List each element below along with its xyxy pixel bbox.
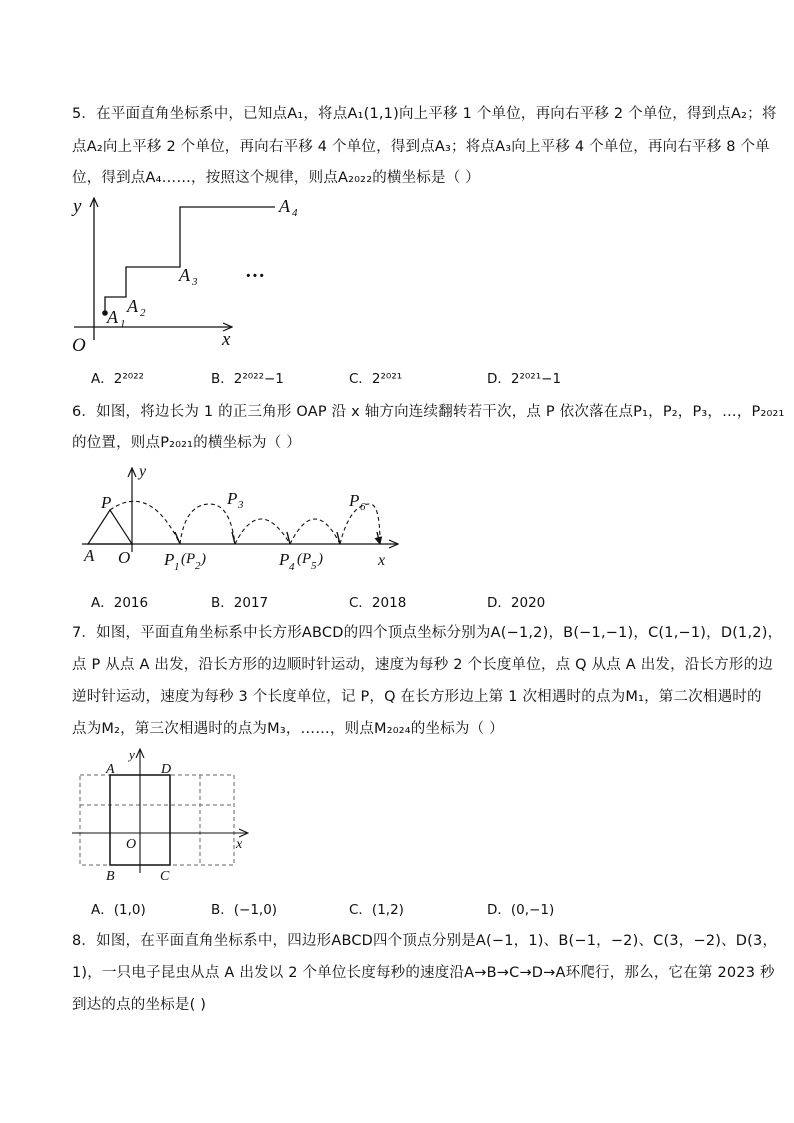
q6-option-b: B．2017 (211, 595, 269, 611)
q5-line-3: 位，得到点A₄……，按照这个规律，则点A₂₀₂₂的横坐标是（ ） (72, 170, 480, 186)
label-p5-sub: 5 (311, 560, 317, 572)
label-a3-sub: 3 (192, 276, 198, 288)
flip-arrowheads (175, 532, 380, 544)
q5-option-b: B．2²⁰²²−1 (211, 371, 284, 387)
q8-line-2: 1)，一只电子昆虫从点 A 出发以 2 个单位长度每秒的速度沿A→B→C→D→A环爬行，那么，它在第 2023 秒 (72, 965, 775, 981)
label-p1-sub: 1 (174, 561, 180, 573)
q5-line-1: 5．在平面直角坐标系中，已知点A₁，将点A₁(1,1)向上平移 1 个单位，再向右平移 2 个单位，得到点A₂；将 (72, 106, 777, 122)
q7-figure (66, 745, 256, 885)
q7-option-d: D．(0,−1) (487, 902, 555, 918)
label-a2-sub: 2 (140, 307, 146, 319)
triangle-oap (88, 510, 132, 544)
label-x: x (236, 837, 243, 852)
label-p4: P (279, 550, 290, 569)
label-x: x (222, 329, 231, 350)
label-b: B (106, 869, 115, 884)
q7-line-3: 逆时针运动，速度为每秒 3 个长度单位，记 P，Q 在长方形边上第 1 次相遇时的点为M₁，第二次相遇时的 (72, 689, 762, 705)
label-p3-sub: 3 (238, 499, 244, 511)
label-o: O (126, 837, 137, 852)
label-p4-sub: 4 (289, 561, 295, 573)
label-y: y (73, 196, 82, 217)
label-a2: A (127, 296, 138, 316)
label-p2: (P (181, 551, 196, 567)
label-a1-sub: 1 (120, 318, 126, 330)
label-p1: P (164, 550, 175, 569)
label-p2-sub: 2 (195, 560, 201, 572)
q5-option-d: D．2²⁰²¹−1 (487, 371, 562, 387)
q6-option-a: A．2016 (91, 595, 149, 611)
label-p3: P (227, 489, 238, 508)
label-p6-sub: 6 (360, 501, 366, 513)
label-p5-close: ) (318, 551, 323, 567)
q6-option-d: D．2020 (487, 595, 546, 611)
q7-line-2: 点 P 从点 A 出发，沿长方形的边顺时针运动，速度为每秒 2 个长度单位，点 Q 从点 A 出发，沿长方形的边 (72, 657, 774, 673)
q7-option-a: A．(1,0) (91, 902, 146, 918)
ellipsis: ··· (245, 265, 266, 287)
q7-line-4: 点为M₂，第三次相遇时的点为M₃，……，则点M₂₀₂₄的坐标为（ ） (72, 721, 504, 737)
q5-option-a: A．2²⁰²² (91, 371, 144, 387)
label-p: P (101, 493, 112, 512)
q6-line-2: 的位置，则点P₂₀₂₁的横坐标为（ ） (72, 435, 301, 451)
q8-line-3: 到达的点的坐标是( ) (72, 997, 207, 1013)
label-y: y (129, 747, 135, 762)
q7-line-1: 7．如图，平面直角坐标系中长方形ABCD的四个顶点坐标分别为A(−1,2)，B(−1,−1)，C(1,−1)，D(1,2)， (72, 625, 783, 641)
label-a4-sub: 4 (292, 207, 298, 219)
label-a1: A (107, 307, 118, 327)
label-p5: (P (297, 551, 312, 567)
label-a: A (106, 762, 115, 777)
label-a4: A (279, 196, 290, 216)
label-o: O (72, 335, 86, 356)
q6-line-1: 6．如图，将边长为 1 的正三角形 OAP 沿 x 轴方向连续翻转若干次，点 P 依次落在点P₁，P₂，P₃，…，P₂₀₂₁ (72, 404, 785, 420)
label-o: O (118, 548, 131, 567)
label-c: C (160, 869, 170, 884)
q6-figure (80, 464, 410, 582)
q8-line-1: 8．如图，在平面直角坐标系中，四边形ABCD四个顶点分别是A(−1，1)、B(−1，−2)、C(3，−2)、D(3， (72, 933, 778, 949)
q7-option-b: B．(−1,0) (211, 902, 278, 918)
q7-option-c: C．(1,2) (349, 902, 404, 918)
flip-arcs (110, 501, 380, 544)
label-a3: A (179, 265, 190, 285)
label-p2-close: ) (201, 551, 206, 567)
label-y: y (139, 463, 147, 480)
q5-line-2: 点A₂向上平移 2 个单位，再向右平移 4 个单位，得到点A₃；将点A₃向上平移 4 个单位，再向右平移 8 个单 (72, 139, 770, 155)
label-x: x (378, 552, 386, 569)
label-p6: P (349, 491, 360, 510)
q5-figure (60, 190, 320, 360)
q5-option-c: C．2²⁰²¹ (349, 371, 403, 387)
q6-option-c: C．2018 (349, 595, 407, 611)
dashed-grid (80, 775, 234, 865)
label-d: D (161, 762, 172, 777)
label-a: A (84, 546, 95, 565)
